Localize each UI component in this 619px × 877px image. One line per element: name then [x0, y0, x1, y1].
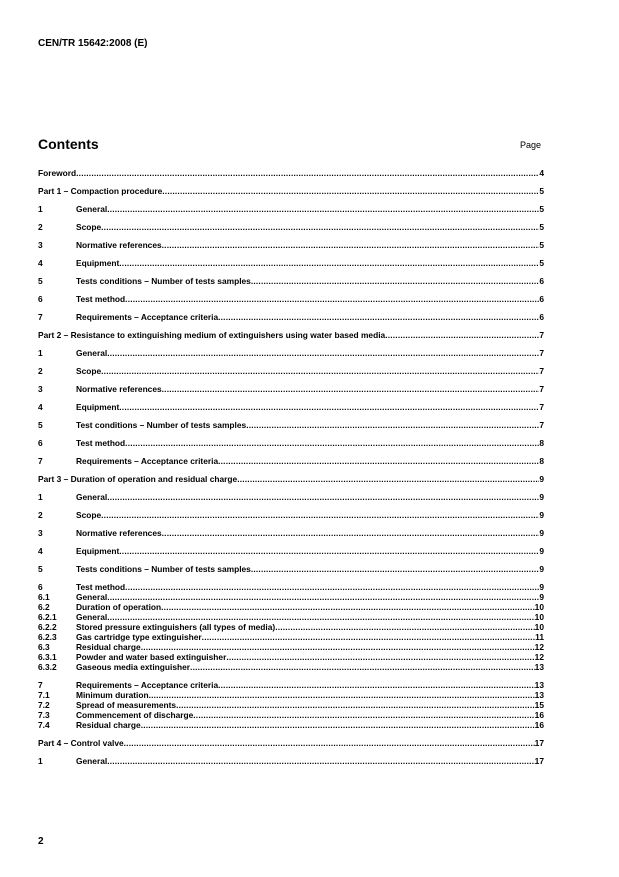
toc-entry-title: Scope: [76, 510, 102, 520]
toc-entry[interactable]: [38, 582, 544, 592]
toc-entry-title: Equipment: [76, 402, 120, 412]
toc-entry-number: 3: [38, 528, 43, 538]
toc-entry-number: 3: [38, 240, 43, 250]
toc-entry-number: 1: [38, 492, 43, 502]
document-code: CEN/TR 15642:2008 (E): [38, 38, 148, 49]
toc-entry[interactable]: [38, 348, 544, 358]
toc-entry[interactable]: [38, 294, 544, 304]
toc-entry-page: 9: [539, 528, 544, 538]
toc-entry-number: 5: [38, 276, 43, 286]
toc-entry[interactable]: [38, 312, 544, 322]
toc-entry-page: 9: [539, 564, 544, 574]
toc-dot-leader: [125, 582, 539, 592]
toc-entry-page: 5: [539, 222, 544, 232]
toc-entry[interactable]: [38, 240, 544, 250]
toc-dot-leader: [218, 680, 535, 690]
toc-entry-number: 6: [38, 294, 43, 304]
toc-entry-page: 15: [534, 700, 544, 710]
toc-dot-leader: [107, 492, 539, 502]
toc-entry[interactable]: [38, 662, 544, 672]
toc-entry-number: 6.2.2: [38, 622, 57, 632]
toc-entry-title: Scope: [76, 366, 102, 376]
toc-dot-leader: [162, 186, 539, 196]
toc-entry-page: 10: [534, 602, 544, 612]
toc-entry-page: 7: [539, 384, 544, 394]
toc-dot-leader: [119, 546, 539, 556]
toc-entry-page: 7: [539, 402, 544, 412]
toc-dot-leader: [101, 366, 539, 376]
toc-entry-title: General: [76, 204, 108, 214]
toc-entry-title: General: [76, 348, 108, 358]
toc-entry-page: 6: [539, 276, 544, 286]
toc-entry[interactable]: [38, 710, 544, 720]
toc-entry[interactable]: [38, 366, 544, 376]
toc-entry-title: General: [76, 592, 108, 602]
toc-entry-number: 6: [38, 438, 43, 448]
toc-entry-title: Tests conditions – Number of tests samples: [76, 564, 251, 574]
toc-entry-number: 7.1: [38, 690, 50, 700]
toc-entry-page: 6: [539, 294, 544, 304]
toc-dot-leader: [76, 168, 539, 178]
toc-entry-page: 5: [539, 258, 544, 268]
toc-dot-leader: [107, 204, 539, 214]
toc-entry-title: Requirements – Acceptance criteria: [76, 456, 219, 466]
toc-entry-page: 8: [539, 438, 544, 448]
toc-entry[interactable]: [38, 258, 544, 268]
toc-entry-page: 16: [534, 710, 544, 720]
toc-entry-title: Residual charge: [76, 720, 141, 730]
toc-dot-leader: [190, 662, 535, 672]
toc-part-entry[interactable]: [38, 168, 544, 178]
toc-dot-leader: [176, 700, 535, 710]
toc-entry-number: 6.2: [38, 602, 50, 612]
toc-entry-page: 12: [534, 642, 544, 652]
toc-entry-number: 7.3: [38, 710, 50, 720]
toc-dot-leader: [162, 384, 540, 394]
toc-entry-page: 10: [534, 612, 544, 622]
toc-entry[interactable]: [38, 690, 544, 700]
toc-dot-leader: [107, 592, 539, 602]
toc-entry[interactable]: [38, 642, 544, 652]
toc-dot-leader: [202, 632, 535, 642]
toc-entry-title: Normative references: [76, 240, 162, 250]
toc-dot-leader: [193, 710, 534, 720]
toc-entry-title: Foreword: [38, 168, 77, 178]
toc-entry-title: Commencement of discharge: [76, 710, 194, 720]
page-column-label: Page: [520, 140, 542, 150]
toc-entry[interactable]: [38, 632, 544, 642]
toc-entry[interactable]: [38, 720, 544, 730]
toc-entry[interactable]: [38, 612, 544, 622]
toc-dot-leader: [226, 652, 534, 662]
toc-entry-number: 5: [38, 564, 43, 574]
toc-entry-page: 10: [534, 622, 544, 632]
toc-entry-title: Test conditions – Number of tests samples: [76, 420, 247, 430]
toc-entry-number: 6.3: [38, 642, 50, 652]
toc-entry-title: Requirements – Acceptance criteria: [76, 312, 219, 322]
toc-entry-number: 6.1: [38, 592, 50, 602]
toc-entry-title: Part 3 – Duration of operation and residual charge: [38, 474, 238, 484]
toc-dot-leader: [101, 222, 539, 232]
toc-entry-number: 4: [38, 258, 43, 268]
toc-part-entry[interactable]: [38, 186, 544, 196]
toc-dot-leader: [237, 474, 539, 484]
toc-entry-number: 4: [38, 546, 43, 556]
toc-entry-page: 5: [539, 240, 544, 250]
toc-entry-title: Test method: [76, 438, 126, 448]
toc-entry-number: 1: [38, 756, 43, 766]
toc-entry-title: Normative references: [76, 528, 162, 538]
toc-entry-page: 9: [539, 582, 544, 592]
toc-entry-number: 1: [38, 348, 43, 358]
toc-entry-page: 11: [535, 632, 544, 642]
toc-dot-leader: [124, 738, 535, 748]
toc-entry[interactable]: [38, 384, 544, 394]
toc-entry-page: 9: [539, 510, 544, 520]
toc-entry-title: Scope: [76, 222, 102, 232]
toc-dot-leader: [385, 330, 539, 340]
toc-entry-number: 2: [38, 222, 43, 232]
toc-dot-leader: [251, 276, 539, 286]
toc-entry-page: 7: [539, 330, 544, 340]
toc-entry-title: Spread of measurements: [76, 700, 177, 710]
toc-entry[interactable]: [38, 622, 544, 632]
toc-entry[interactable]: [38, 564, 544, 574]
toc-dot-leader: [141, 720, 535, 730]
toc-dot-leader: [107, 612, 534, 622]
toc-part-entry[interactable]: [38, 474, 544, 484]
toc-dot-leader: [251, 564, 539, 574]
toc-part-entry[interactable]: [38, 330, 544, 340]
toc-entry-page: 8: [539, 456, 544, 466]
toc-entry[interactable]: [38, 756, 544, 766]
toc-dot-leader: [162, 240, 540, 250]
toc-entry-title: Gaseous media extinguisher: [76, 662, 191, 672]
toc-entry-page: 4: [539, 168, 544, 178]
toc-entry-number: 7: [38, 456, 43, 466]
toc-entry-page: 9: [539, 592, 544, 602]
toc-dot-leader: [119, 258, 539, 268]
page-number: 2: [38, 836, 44, 847]
toc-entry-page: 17: [534, 738, 544, 748]
toc-entry-page: 9: [539, 474, 544, 484]
toc-entry-title: Minimum duration: [76, 690, 149, 700]
toc-entry-number: 7: [38, 312, 43, 322]
toc-entry[interactable]: [38, 528, 544, 538]
toc-entry-title: Gas cartridge type extinguisher: [76, 632, 202, 642]
toc-entry-page: 16: [534, 720, 544, 730]
toc-entry[interactable]: [38, 592, 544, 602]
toc-entry[interactable]: [38, 204, 544, 214]
toc-entry-page: 12: [534, 652, 544, 662]
toc-entry[interactable]: [38, 602, 544, 612]
toc-entry-page: 7: [539, 348, 544, 358]
toc-part-entry[interactable]: [38, 738, 544, 748]
toc-entry-title: Part 4 – Control valve: [38, 738, 124, 748]
toc-entry-title: Normative references: [76, 384, 162, 394]
toc-entry-number: 6.3.2: [38, 662, 57, 672]
toc-dot-leader: [162, 528, 540, 538]
toc-entry-number: 7.2: [38, 700, 50, 710]
toc-entry-title: Powder and water based extinguisher: [76, 652, 227, 662]
toc-dot-leader: [149, 690, 535, 700]
toc-entry-page: 7: [539, 366, 544, 376]
toc-dot-leader: [141, 642, 535, 652]
toc-dot-leader: [275, 622, 534, 632]
toc-dot-leader: [218, 312, 539, 322]
toc-entry[interactable]: [38, 546, 544, 556]
toc-dot-leader: [107, 756, 534, 766]
toc-entry-title: General: [76, 756, 108, 766]
toc-entry-title: Part 2 – Resistance to extinguishing medium of extinguishers using water based media: [38, 330, 386, 340]
toc-entry[interactable]: [38, 420, 544, 430]
toc-entry-title: Duration of operation: [76, 602, 162, 612]
toc-entry[interactable]: [38, 456, 544, 466]
toc-dot-leader: [125, 294, 539, 304]
toc-entry[interactable]: [38, 652, 544, 662]
toc-entry-page: 5: [539, 186, 544, 196]
toc-entry-title: Tests conditions – Number of tests samples: [76, 276, 251, 286]
toc-entry-number: 7: [38, 680, 43, 690]
toc-entry-page: 6: [539, 312, 544, 322]
toc-entry[interactable]: [38, 276, 544, 286]
toc-entry[interactable]: [38, 222, 544, 232]
toc-entry-number: 5: [38, 420, 43, 430]
toc-entry-number: 1: [38, 204, 43, 214]
toc-dot-leader: [119, 402, 539, 412]
toc-entry[interactable]: [38, 510, 544, 520]
contents-title: Contents: [38, 136, 99, 152]
toc-dot-leader: [161, 602, 535, 612]
toc-dot-leader: [125, 438, 539, 448]
toc-entry-page: 13: [534, 662, 544, 672]
toc-entry-page: 17: [534, 756, 544, 766]
toc-entry-title: General: [76, 612, 108, 622]
toc-dot-leader: [107, 348, 539, 358]
toc-entry-number: 3: [38, 384, 43, 394]
toc-entry[interactable]: [38, 402, 544, 412]
toc-entry-page: 7: [539, 420, 544, 430]
toc-entry-page: 13: [534, 680, 544, 690]
toc-entry-title: Test method: [76, 294, 126, 304]
toc-entry-title: Stored pressure extinguishers (all types of media): [76, 622, 276, 632]
toc-entry-number: 6.3.1: [38, 652, 57, 662]
toc-entry-page: 9: [539, 492, 544, 502]
toc-entry-number: 6.2.1: [38, 612, 57, 622]
toc-entry-number: 6.2.3: [38, 632, 57, 642]
toc-dot-leader: [218, 456, 539, 466]
toc-entry-number: 4: [38, 402, 43, 412]
toc-entry-number: 7.4: [38, 720, 50, 730]
toc-entry-page: 13: [534, 690, 544, 700]
toc-entry-title: Equipment: [76, 258, 120, 268]
toc-entry-number: 6: [38, 582, 43, 592]
toc-dot-leader: [246, 420, 539, 430]
toc-entry-page: 9: [539, 546, 544, 556]
toc-dot-leader: [101, 510, 539, 520]
toc-entry-title: Residual charge: [76, 642, 141, 652]
table-of-contents: [38, 168, 544, 766]
toc-entry-title: General: [76, 492, 108, 502]
toc-entry-title: Requirements – Acceptance criteria: [76, 680, 219, 690]
toc-entry-title: Part 1 – Compaction procedure: [38, 186, 163, 196]
toc-entry[interactable]: [38, 680, 544, 690]
toc-entry[interactable]: [38, 438, 544, 448]
toc-entry-number: 2: [38, 366, 43, 376]
toc-entry-title: Test method: [76, 582, 126, 592]
toc-entry-title: Equipment: [76, 546, 120, 556]
toc-entry-number: 2: [38, 510, 43, 520]
toc-entry[interactable]: [38, 700, 544, 710]
toc-entry[interactable]: [38, 492, 544, 502]
toc-entry-page: 5: [539, 204, 544, 214]
